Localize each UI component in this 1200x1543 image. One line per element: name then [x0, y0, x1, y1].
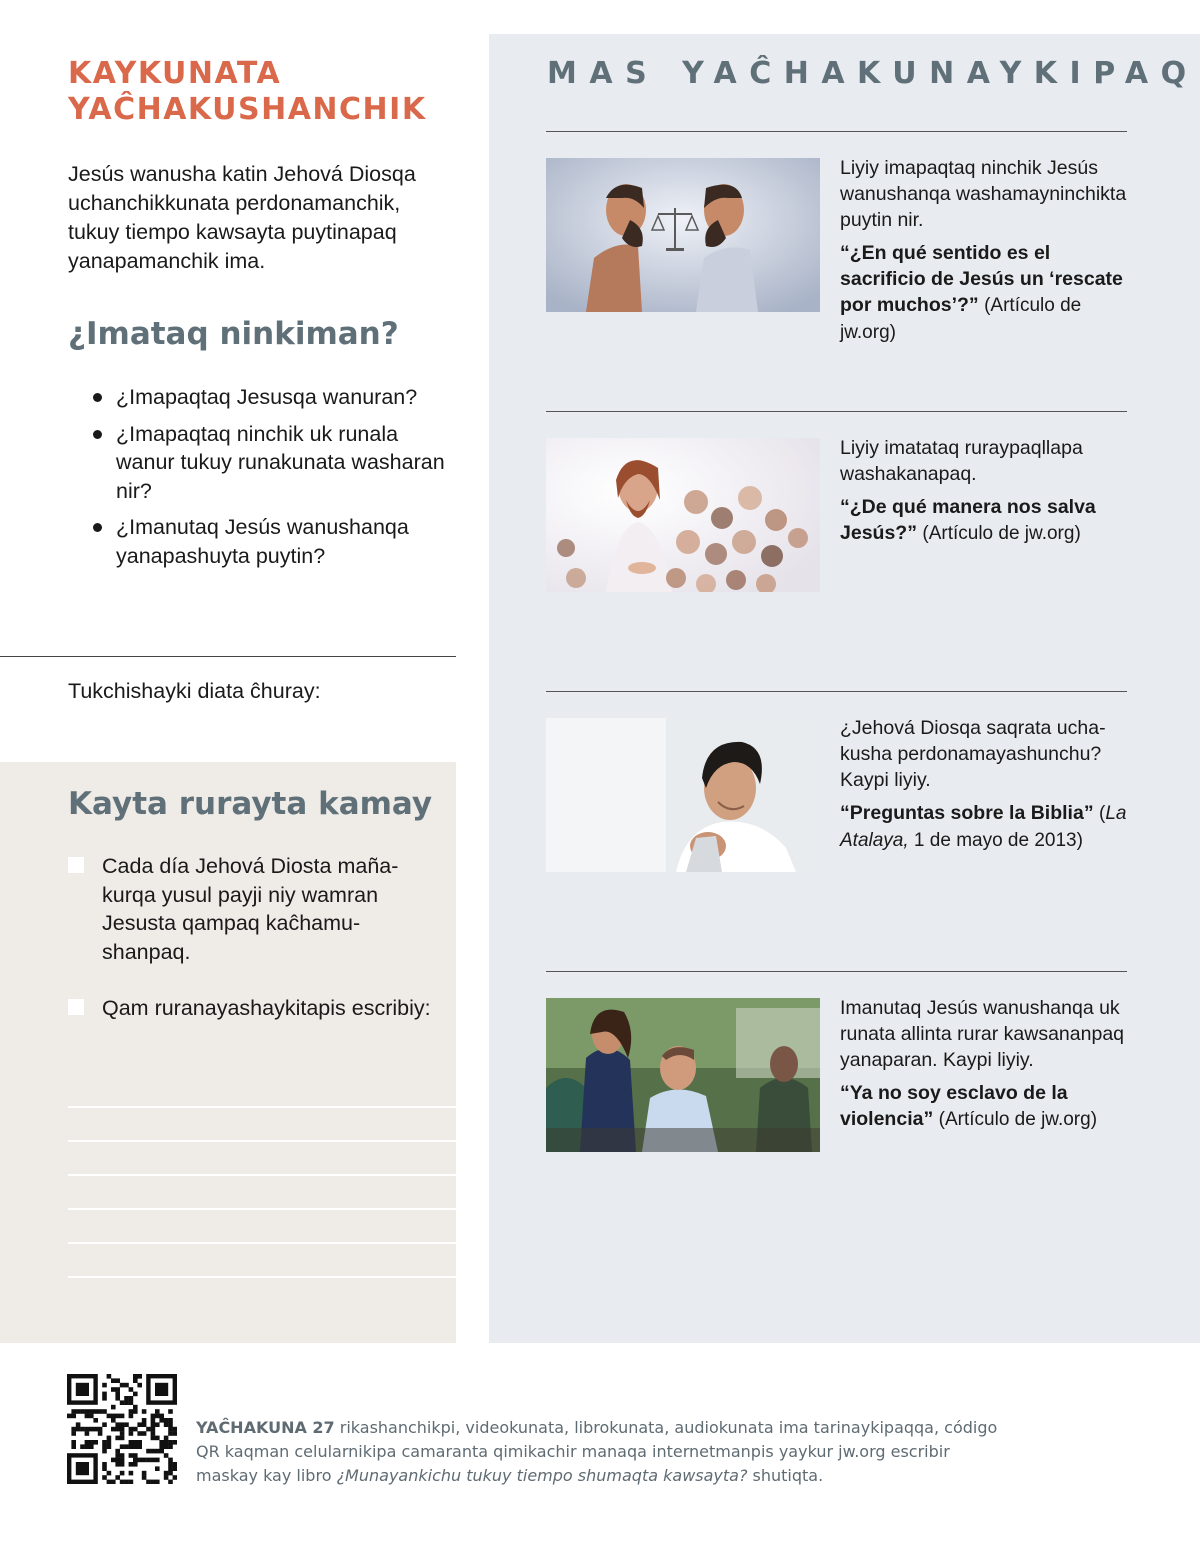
resource-title-link[interactable]: “¿En qué sentido es el sacrificio de Jesús un ‘rescate por muchos’?” [840, 242, 1123, 316]
resource-text [840, 435, 1130, 547]
writing-line [68, 1244, 456, 1278]
footer-end-text: shutiqta. [747, 1466, 824, 1485]
footer-book-title: ¿Munayankichu tukuy tiempo shumaqta kawsayta? [336, 1466, 748, 1485]
action-title: Kayta rurayta kamay [68, 786, 433, 822]
scale-of-justice-image[interactable] [546, 158, 820, 312]
summary-heading [68, 56, 448, 128]
resource-text [840, 715, 1130, 854]
task-text: Cada día Jehová Diosta mañakurqa yusul payji niy wamran Jesusta qampaq kaĉhamushanpaq. [102, 854, 399, 964]
task-checkbox[interactable] [68, 857, 84, 873]
summary-heading-line-1: KAYKUNATA [68, 56, 282, 91]
learn-more-panel [489, 34, 1200, 1343]
jesus-and-people-image-art [546, 438, 820, 592]
qr-code-graphic [67, 1374, 177, 1484]
resource-description: ¿Jehová Diosqa saqrata uchakusha perdonamayashunchu? Kaypi liyiy. [840, 717, 1106, 791]
jesus-and-people-image[interactable] [546, 438, 820, 592]
question-list [92, 383, 452, 578]
writing-line [68, 1108, 456, 1142]
resource-title-link[interactable]: “Ya no soy esclavo de la violencia” [840, 1082, 1068, 1130]
summary-heading-line-2: YAĈHAKUSHANCHIK [68, 92, 427, 127]
resource-source: (Artículo de jw.org) [840, 295, 1082, 343]
section-divider [0, 656, 456, 657]
man-praying-image[interactable] [546, 718, 820, 872]
writing-lines[interactable] [68, 1074, 456, 1278]
resource-source: (Artículo de jw.org) [922, 523, 1081, 544]
resource-source-open: ( [1099, 803, 1106, 824]
resource-source-rest: 1 de mayo de 2013) [908, 830, 1083, 851]
task-item [68, 994, 438, 1023]
resource-description: Liyiy imapaqtaq ninchik Jesús wanushanqa washamayninchikta puytin nir. [840, 157, 1127, 231]
question-item: ¿Imapaqtaq ninchik uk runala wanur tukuy runakunata washaran nir? [92, 420, 452, 506]
resource-description: Imanutaq Jesús wanushanqa uk runata allinta rurar kawsananpaq yanaparan. Kaypi liyiy. [840, 997, 1125, 1071]
resource-text [840, 155, 1130, 346]
task-checkbox[interactable] [68, 999, 84, 1015]
footer-lesson-ref: YAĈHAKUNA 27 [196, 1418, 335, 1437]
resource-divider [546, 411, 1127, 412]
scale-of-justice-image-art [546, 158, 820, 312]
resource-divider [546, 691, 1127, 692]
learn-more-heading: MAS YAĈHAKUNAYKIPAQ [547, 56, 1199, 91]
question-item: ¿Imanutaq Jesús wanushanqa yanapashuyta puytin? [92, 513, 452, 570]
resource-source: (Artículo de jw.org) [938, 1109, 1098, 1130]
man-praying-image-art [546, 718, 820, 872]
question-item: ¿Imapaqtaq Jesusqa wanuran? [92, 383, 452, 412]
action-box [0, 762, 456, 1343]
resource-title-link[interactable]: “¿De qué manera nos salva Jesús?” [840, 496, 1096, 544]
task-item [68, 852, 438, 966]
footer-note [196, 1416, 1016, 1488]
resource-divider [546, 971, 1127, 972]
resource-title-link[interactable]: “Preguntas sobre la Biblia” [840, 802, 1094, 824]
writing-line [68, 1210, 456, 1244]
family-group-image-art [546, 998, 820, 1152]
resource-source-italic: La Atalaya, [840, 803, 1127, 851]
summary-intro: Jesús wanusha katin Jehová Diosqa uchanchikkunata perdonamanchik, tukuy tiempo kawsayta puytinapaq yanapamanchik ima. [68, 162, 416, 273]
footer-main-text: rikashanchikpi, videokunata, librokunata, audiokunata ima tarinaykipaqqa, código QR kaqman celularnikipa camaranta qimikachir manaqa internetmanpis yaykur jw.org escribir maskay kay libro [196, 1418, 998, 1485]
family-group-image[interactable] [546, 998, 820, 1152]
writing-line [68, 1176, 456, 1210]
qr-code-icon[interactable] [67, 1374, 177, 1484]
questions-title: ¿Imataq ninkiman? [68, 316, 399, 352]
writing-line [68, 1142, 456, 1176]
resource-divider [546, 131, 1127, 132]
task-text: Qam ruranayashaykitapis escribiy: [102, 996, 431, 1020]
resource-text [840, 995, 1130, 1133]
lesson-summary-column [0, 0, 456, 1343]
resource-description: Liyiy imatataq ruraypaqllapa washakanapaq. [840, 437, 1083, 485]
writing-line [68, 1074, 456, 1108]
completion-date-label: Tukchishayki diata ĉhuray: [68, 679, 321, 703]
